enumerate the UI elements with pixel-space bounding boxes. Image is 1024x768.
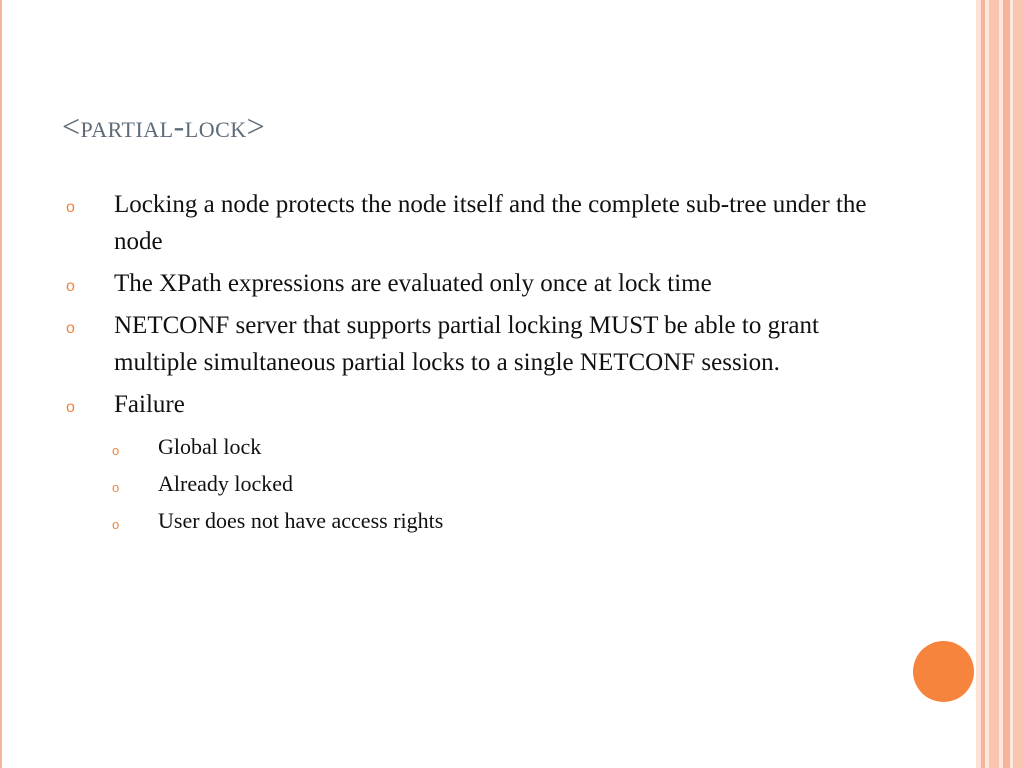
bullet-marker: o bbox=[66, 278, 75, 295]
sub-bullet-marker: o bbox=[112, 480, 120, 495]
list-item bbox=[66, 265, 886, 302]
bullet-marker: o bbox=[66, 199, 75, 216]
sub-list-item bbox=[66, 428, 886, 465]
bullet-text: Locking a node protects the node itself and the complete sub-tree under the node bbox=[114, 191, 867, 255]
list-item bbox=[66, 186, 886, 260]
sub-bullet-text: Global lock bbox=[158, 434, 262, 459]
sub-list-item bbox=[66, 465, 886, 502]
decorative-circle bbox=[913, 641, 974, 702]
list-item bbox=[66, 307, 886, 381]
bullet-text: NETCONF server that supports partial locking MUST be able to grant multiple simultaneous partial locks to a single NETCONF session. bbox=[114, 312, 819, 376]
bullet-text: Failure bbox=[114, 391, 185, 418]
sub-bullet-marker: o bbox=[112, 517, 120, 532]
right-border bbox=[976, 0, 1024, 768]
bullet-list bbox=[66, 186, 886, 539]
left-border bbox=[0, 0, 2, 768]
sub-list-item bbox=[66, 502, 886, 539]
bullet-marker: o bbox=[66, 320, 75, 337]
list-item bbox=[66, 386, 886, 423]
sub-bullet-text: Already locked bbox=[158, 471, 293, 496]
bullet-text: The XPath expressions are evaluated only once at lock time bbox=[114, 270, 712, 297]
sub-bullet-text: User does not have access rights bbox=[158, 508, 444, 533]
bullet-marker: o bbox=[66, 399, 75, 416]
sub-bullet-marker: o bbox=[112, 443, 120, 458]
slide-title: <partial-lock> bbox=[62, 108, 266, 144]
